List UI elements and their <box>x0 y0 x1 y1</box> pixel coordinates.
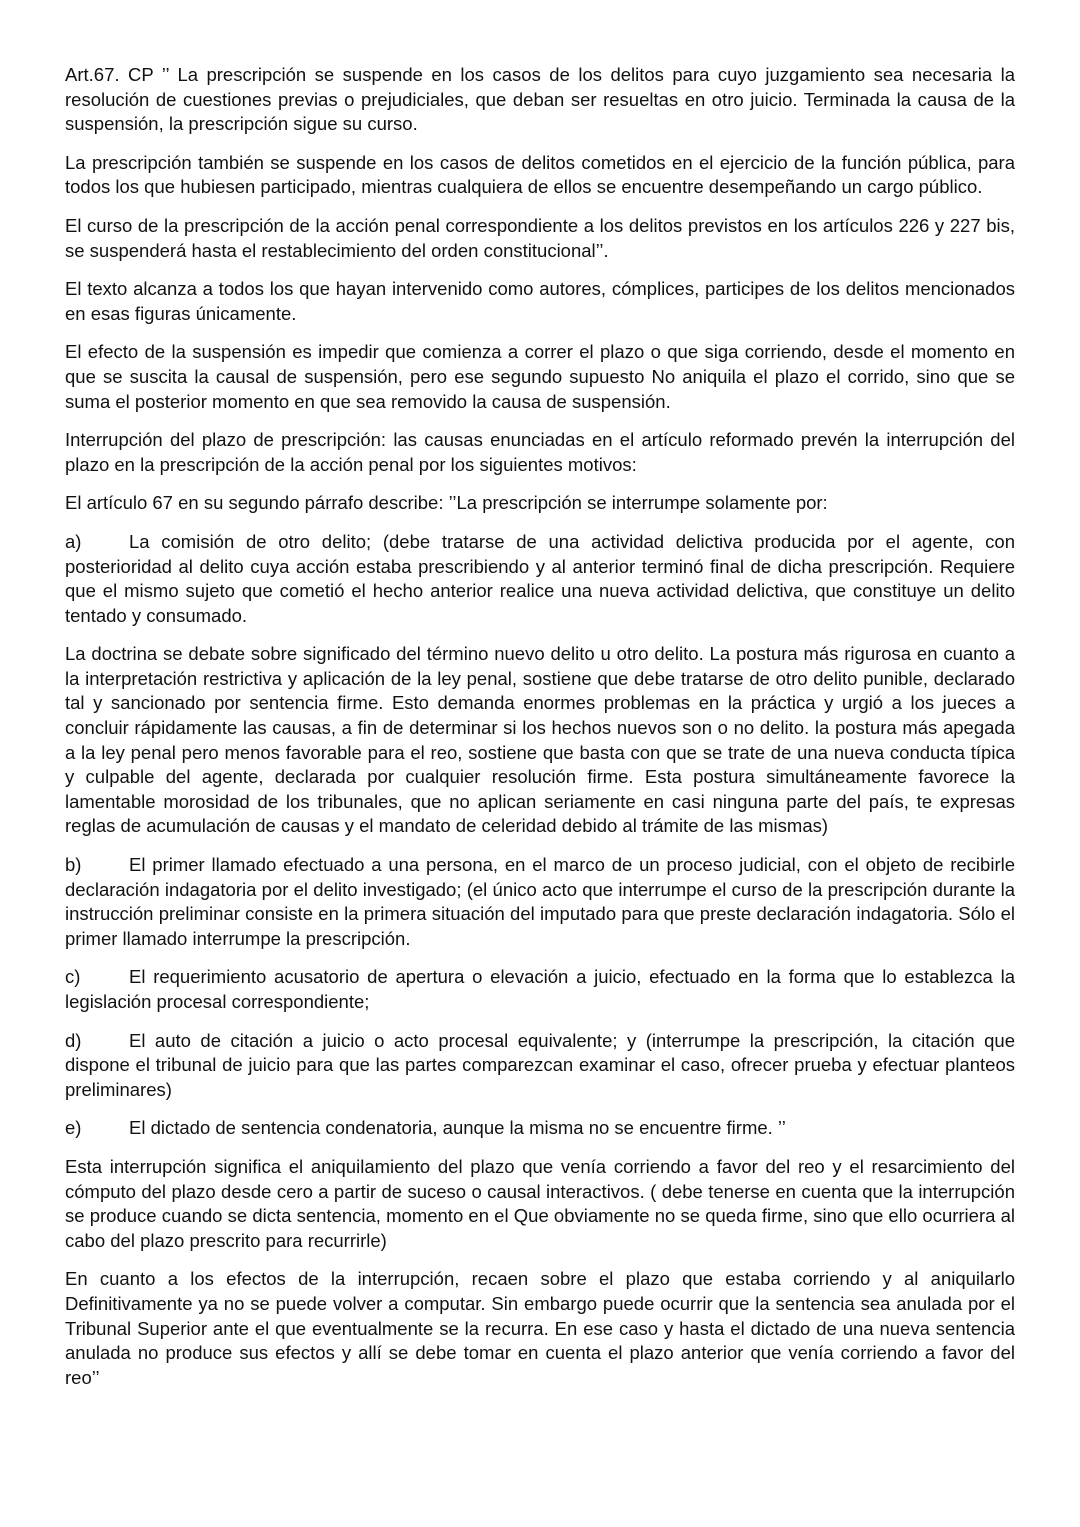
list-item-text: La comisión de otro delito; (debe tratarse de una actividad delictiva producida por el agente, con posterioridad al delito cuya acción estaba prescribiendo y al anterior terminó final de dicha prescripción. Requiere que el mismo sujeto que cometió el hecho anterior realice una nueva actividad delictiva, que constituye un delito tentado y consumado. <box>65 530 1015 626</box>
paragraph-efectos-interrupcion: En cuanto a los efectos de la interrupción, recaen sobre el plazo que estaba corriendo y al aniquilarlo Definitivamente ya no se puede volver a computar. Sin embargo puede ocurrir que la sentencia sea anulada por el Tribunal Superior ante el que eventualmente se la recurra. En ese caso y hasta el dictado de una nueva sentencia anulada no produce sus efectos y allí se debe tomar en cuenta el plazo anterior que venía corriendo a favor del reo’’ <box>65 1268 1015 1388</box>
list-item-e <box>65 1116 1015 1141</box>
list-item-text: El primer llamado efectuado a una persona, en el marco de un proceso judicial, con el objeto de recibirle declaración indagatoria por el delito investigado; (el único acto que interrumpe el curso de la prescripción durante la instrucción preliminar consiste en la primera situación del imputado para que preste declaración indagatoria. Sólo el primer llamado interrumpe la prescripción. <box>65 854 1015 949</box>
paragraph-articulo-67: El artículo 67 en su segundo párrafo describe: ’’La prescripción se interrumpe solamente por: <box>65 492 828 514</box>
paragraph-art67: Art.67. CP ’’ La prescripción se suspende en los casos de los delitos para cuyo juzgamiento sea necesaria la resolución de cuestiones previas o prejudiciales, que deban ser resueltas en otro juicio. Terminada la causa de la suspensión, la prescripción sigue su curso. <box>65 64 1015 135</box>
list-item-text: El requerimiento acusatorio de apertura o elevación a juicio, efectuado en la forma que lo establezca la legislación procesal correspondiente; <box>65 966 1015 1012</box>
list-item-d <box>65 1029 1015 1103</box>
list-item-a <box>65 530 1015 628</box>
paragraph-interrupcion-plazo: Interrupción del plazo de prescripción: las causas enunciadas en el artículo reformado prevén la interrupción del plazo en la prescripción de la acción penal por los siguientes motivos: <box>65 429 1015 475</box>
list-item-letter: b) <box>65 854 82 876</box>
list-item-letter: e) <box>65 1117 82 1139</box>
list-item-letter: d) <box>65 1029 82 1051</box>
paragraph-funcion-publica: La prescripción también se suspende en los casos de delitos cometidos en el ejercicio de la función pública, para todos los que hubiesen participado, mientras cualquiera de ellos se encuentre desempeñando un cargo público. <box>65 151 1015 198</box>
list-item-c <box>65 965 1015 1014</box>
list-item-letter: c) <box>65 966 81 988</box>
list-item-text: El auto de citación a juicio o acto procesal equivalente; y (interrumpe la prescripción, la citación que dispone el tribunal de juicio para que las partes comparezcan examinar el caso, ofrecer prueba y efectuar planteos preliminares) <box>65 1029 1015 1100</box>
paragraph-efecto-suspension: El efecto de la suspensión es impedir que comienza a correr el plazo o que siga corriendo, desde el momento en que se suscita la causal de suspensión, pero ese segundo supuesto No aniquila el plazo el corrido, sino que se suma el posterior momento en que sea removido la causa de suspensión. <box>65 341 1015 412</box>
paragraph-aniquilamiento: Esta interrupción significa el aniquilamiento del plazo que venía corriendo a favor del reo y el resarcimiento del cómputo del plazo desde cero a partir de suceso o causal interactivos. ( debe tenerse en cuenta que la interrupción se produce cuando se dicta sentencia, momento en el Que obviamente no se queda firme, sino que ello ocurriera al cabo del plazo prescrito para recurrirle) <box>65 1155 1015 1251</box>
document-page <box>65 63 1015 1404</box>
paragraph-orden-constitucional: El curso de la prescripción de la acción penal correspondiente a los delitos previstos en los artículos 226 y 227 bis, se suspenderá hasta el restablecimiento del orden constitucional’’. <box>65 214 1015 261</box>
list-item-b <box>65 853 1015 951</box>
list-item-text: El dictado de sentencia condenatoria, aunque la misma no se encuentre firme. ’’ <box>129 1117 786 1139</box>
list-item-letter: a) <box>65 530 82 552</box>
paragraph-alcance: El texto alcanza a todos los que hayan intervenido como autores, cómplices, participes de los delitos mencionados en esas figuras únicamente. <box>65 278 1015 324</box>
paragraph-doctrina: La doctrina se debate sobre significado del término nuevo delito u otro delito. La postura más rigurosa en cuanto a la interpretación restrictiva y aplicación de la ley penal, sostiene que debe tratarse de otro delito punible, declarado tal y sancionado por sentencia firme. Esto demanda enormes problemas en la práctica y urgió a los jueces a concluir rápidamente las causas, a fin de determinar si los hechos nuevos son o no delito. la postura más apegada a la ley penal pero menos favorable para el reo, sostiene que basta con que se trate de una nueva conducta típica y culpable del agente, declarada por cualquier resolución firme. Esta postura simultáneamente favorece la lamentable morosidad de los tribunales, que no aplican seriamente en casi ninguna parte del país, te expresas reglas de acumulación de causas y el mandato de celeridad debido al trámite de las mismas) <box>65 643 1015 837</box>
